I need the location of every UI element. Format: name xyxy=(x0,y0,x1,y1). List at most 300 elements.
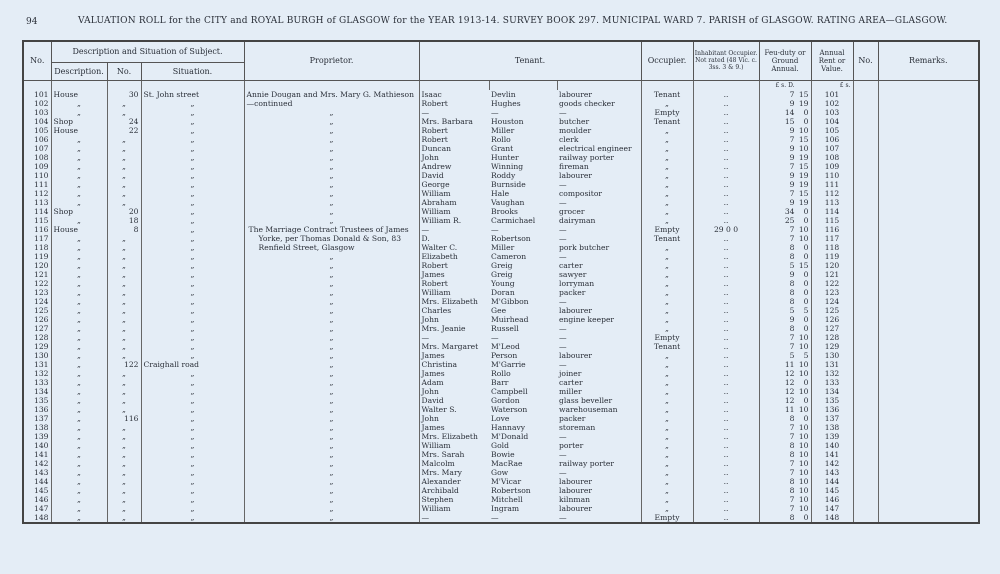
situation: „ xyxy=(141,171,244,180)
rent-shillings: 10 xyxy=(798,233,809,243)
row-number-right: 147 xyxy=(811,504,853,513)
annual-rent xyxy=(759,351,811,360)
tenant-first-name: Christina xyxy=(419,360,489,369)
tenant-first-name: David xyxy=(419,396,489,405)
tenant-surname: — xyxy=(491,332,499,342)
tenant-surname: Miller xyxy=(491,125,515,135)
situation: „ xyxy=(141,369,244,378)
occupier: „ xyxy=(641,324,693,333)
row-number-right: 106 xyxy=(811,135,853,144)
rent-pounds: 15 xyxy=(784,116,795,126)
situation: „ xyxy=(141,342,244,351)
table-row xyxy=(23,270,979,279)
remarks xyxy=(853,306,878,315)
row-number: 140 xyxy=(23,441,51,450)
remarks xyxy=(853,117,878,126)
annual-rent xyxy=(759,477,811,486)
rent-shillings: 15 xyxy=(798,188,809,198)
tenant-first-name: William xyxy=(419,288,489,297)
description: „ xyxy=(51,153,107,162)
annual-rent xyxy=(759,360,811,369)
annual-rent xyxy=(759,513,811,523)
row-number: 116 xyxy=(23,225,51,234)
table-row xyxy=(23,207,979,216)
description: „ xyxy=(51,495,107,504)
feu-duty: .. xyxy=(693,423,759,432)
description: „ xyxy=(51,396,107,405)
proprietor: „ xyxy=(244,486,419,495)
rent-pounds: 8 xyxy=(789,440,795,450)
remarks xyxy=(853,234,878,243)
row-number-right: 119 xyxy=(811,252,853,261)
row-number: 132 xyxy=(23,369,51,378)
description: „ xyxy=(51,513,107,523)
table-row xyxy=(23,225,979,234)
situation: „ xyxy=(141,459,244,468)
description: House xyxy=(51,126,107,135)
row-number: 125 xyxy=(23,306,51,315)
rent-shillings: 10 xyxy=(798,494,809,504)
street-number: „ xyxy=(107,171,141,180)
annual-rent xyxy=(759,414,811,423)
situation: „ xyxy=(141,351,244,360)
street-number: „ xyxy=(107,441,141,450)
rent-pounds: 9 xyxy=(789,269,795,279)
tenant-occupation: — xyxy=(557,180,641,189)
row-number: 118 xyxy=(23,243,51,252)
occupier: „ xyxy=(641,387,693,396)
annual-rent xyxy=(759,297,811,306)
rent-pounds: 9 xyxy=(789,152,795,162)
rent-pounds: 7 xyxy=(789,134,795,144)
situation: „ xyxy=(141,432,244,441)
tenant-occupation: clerk xyxy=(557,135,641,144)
tenant-surname: Grant xyxy=(491,143,514,153)
table-row xyxy=(23,243,979,252)
table-row xyxy=(23,423,979,432)
feu-duty: .. xyxy=(693,261,759,270)
rent-shillings: 10 xyxy=(798,125,809,135)
street-number: 22 xyxy=(107,126,141,135)
feu-duty: .. xyxy=(693,369,759,378)
rent-pounds: 11 xyxy=(784,404,795,414)
row-number-right: 108 xyxy=(811,153,853,162)
row-number-right: 128 xyxy=(811,333,853,342)
feu-duty: .. xyxy=(693,117,759,126)
proprietor: Renfield Street, Glasgow xyxy=(244,243,419,252)
row-number: 124 xyxy=(23,297,51,306)
row-number: 120 xyxy=(23,261,51,270)
street-number: 24 xyxy=(107,117,141,126)
street-number: „ xyxy=(107,351,141,360)
occupier: „ xyxy=(641,450,693,459)
description: „ xyxy=(51,459,107,468)
rent-pounds: 12 xyxy=(784,386,795,396)
row-number-right: 133 xyxy=(811,378,853,387)
description: „ xyxy=(51,378,107,387)
rent-shillings: 19 xyxy=(798,197,809,207)
tenant-first-name: Isaac xyxy=(419,90,489,99)
situation: „ xyxy=(141,198,244,207)
rent-shillings: 0 xyxy=(803,296,809,306)
rent-pounds: 5 xyxy=(789,350,795,360)
remarks xyxy=(853,315,878,324)
rent-shillings: 10 xyxy=(798,485,809,495)
annual-rent xyxy=(759,225,811,234)
feu-duty: .. xyxy=(693,144,759,153)
tenant-occupation: — xyxy=(557,513,641,523)
rent-pounds: 9 xyxy=(789,197,795,207)
rent-shillings: 0 xyxy=(803,215,809,225)
table-row xyxy=(23,351,979,360)
occupier: „ xyxy=(641,198,693,207)
remarks xyxy=(853,468,878,477)
tenant-first-name: — xyxy=(419,108,489,117)
rent-shillings: 10 xyxy=(798,404,809,414)
row-number-right: 142 xyxy=(811,459,853,468)
proprietor: „ xyxy=(244,396,419,405)
situation: „ xyxy=(141,225,244,234)
tenant-first-name: Mrs. Margaret xyxy=(419,342,489,351)
annual-rent xyxy=(759,342,811,351)
table-row xyxy=(23,387,979,396)
tenant-surname: Hunter xyxy=(491,152,519,162)
table-row xyxy=(23,441,979,450)
feu-duty: .. xyxy=(693,387,759,396)
remarks xyxy=(853,405,878,414)
tenant-occupation: labourer xyxy=(557,477,641,486)
street-number: „ xyxy=(107,477,141,486)
rent-pounds: 12 xyxy=(784,377,795,387)
situation: „ xyxy=(141,135,244,144)
tenant-first-name: Mrs. Sarah xyxy=(419,450,489,459)
situation: „ xyxy=(141,468,244,477)
street-number: „ xyxy=(107,270,141,279)
street-number: „ xyxy=(107,279,141,288)
rent-shillings: 0 xyxy=(803,242,809,252)
rent-pounds: 7 xyxy=(789,89,795,99)
page-number: 94 xyxy=(26,17,38,27)
row-number-right: 148 xyxy=(811,513,853,523)
tenant-first-name: D. xyxy=(419,234,489,243)
table-row xyxy=(23,468,979,477)
row-number-right: 146 xyxy=(811,495,853,504)
tenant-first-name: William xyxy=(419,504,489,513)
feu-duty: .. xyxy=(693,126,759,135)
rent-shillings: 15 xyxy=(798,89,809,99)
street-number: „ xyxy=(107,198,141,207)
proprietor: „ xyxy=(244,279,419,288)
tenant-first-name: Adam xyxy=(419,378,489,387)
rent-shillings: 19 xyxy=(798,179,809,189)
situation: „ xyxy=(141,99,244,108)
description: „ xyxy=(51,108,107,117)
proprietor: „ xyxy=(244,171,419,180)
proprietor: „ xyxy=(244,198,419,207)
feu-duty: .. xyxy=(693,297,759,306)
occupier: „ xyxy=(641,99,693,108)
situation: „ xyxy=(141,324,244,333)
rent-shillings: 0 xyxy=(803,287,809,297)
row-number: 104 xyxy=(23,117,51,126)
tenant-first-name: John xyxy=(419,153,489,162)
proprietor: „ xyxy=(244,270,419,279)
rent-pounds: 8 xyxy=(789,296,795,306)
remarks xyxy=(853,324,878,333)
rent-pounds: 7 xyxy=(789,188,795,198)
header-annual-rent: Annual Rent or Value. xyxy=(811,41,853,80)
table-row xyxy=(23,333,979,342)
occupier: „ xyxy=(641,495,693,504)
row-number: 113 xyxy=(23,198,51,207)
rent-shillings: 15 xyxy=(798,161,809,171)
feu-duty: .. xyxy=(693,270,759,279)
row-number: 109 xyxy=(23,162,51,171)
description: „ xyxy=(51,279,107,288)
situation: „ xyxy=(141,423,244,432)
feu-duty: .. xyxy=(693,468,759,477)
row-number-right: 116 xyxy=(811,225,853,234)
rent-units: £ s. xyxy=(811,80,853,90)
description: „ xyxy=(51,486,107,495)
rent-shillings: 15 xyxy=(798,260,809,270)
annual-rent xyxy=(759,315,811,324)
tenant-surname: Hughes xyxy=(491,98,521,108)
tenant-occupation: storeman xyxy=(557,423,641,432)
tenant-occupation: compositor xyxy=(557,189,641,198)
proprietor: „ xyxy=(244,423,419,432)
annual-rent xyxy=(759,234,811,243)
remarks xyxy=(853,378,878,387)
tenant-occupation: railway porter xyxy=(557,459,641,468)
annual-rent xyxy=(759,270,811,279)
row-number-right: 141 xyxy=(811,450,853,459)
remarks xyxy=(853,414,878,423)
remarks xyxy=(853,459,878,468)
tenant-surname: Rollo xyxy=(491,134,511,144)
rent-pounds: 9 xyxy=(789,170,795,180)
tenant-first-name: Walter C. xyxy=(419,243,489,252)
situation: „ xyxy=(141,126,244,135)
description: „ xyxy=(51,342,107,351)
row-number: 114 xyxy=(23,207,51,216)
situation: „ xyxy=(141,252,244,261)
feu-duty: .. xyxy=(693,153,759,162)
occupier: Tenant xyxy=(641,117,693,126)
rent-pounds: 5 xyxy=(789,305,795,315)
occupier: „ xyxy=(641,432,693,441)
row-number: 131 xyxy=(23,360,51,369)
annual-rent xyxy=(759,153,811,162)
rent-pounds: 8 xyxy=(789,251,795,261)
remarks xyxy=(853,180,878,189)
proprietor: Yorke, per Thomas Donald & Son, 83 xyxy=(244,234,419,243)
situation: „ xyxy=(141,117,244,126)
tenant-first-name: — xyxy=(419,225,489,234)
tenant-first-name: John xyxy=(419,387,489,396)
remarks xyxy=(853,333,878,342)
table-row xyxy=(23,369,979,378)
row-number-right: 101 xyxy=(811,90,853,99)
header-description-group: Description and Situation of Subject. xyxy=(51,41,244,62)
tenant-surname: Gordon xyxy=(491,395,520,405)
feu-duty: .. xyxy=(693,324,759,333)
annual-rent xyxy=(759,387,811,396)
tenant-first-name: William xyxy=(419,441,489,450)
table-row xyxy=(23,126,979,135)
description: „ xyxy=(51,243,107,252)
row-number: 138 xyxy=(23,423,51,432)
street-number: „ xyxy=(107,135,141,144)
situation: „ xyxy=(141,333,244,342)
proprietor: „ xyxy=(244,351,419,360)
tenant-surname: Doran xyxy=(491,287,515,297)
occupier: „ xyxy=(641,414,693,423)
rent-pounds: 7 xyxy=(789,503,795,513)
rent-pounds: 14 xyxy=(784,107,795,117)
rent-shillings: 10 xyxy=(798,143,809,153)
annual-rent xyxy=(759,504,811,513)
row-number-right: 118 xyxy=(811,243,853,252)
annual-rent xyxy=(759,117,811,126)
tenant-occupation: goods checker xyxy=(557,99,641,108)
occupier: „ xyxy=(641,252,693,261)
tenant-surname: Burnside xyxy=(491,179,526,189)
tenant-first-name: Mrs. Barbara xyxy=(419,117,489,126)
tenant-occupation: — xyxy=(557,450,641,459)
street-number: „ xyxy=(107,450,141,459)
occupier: Tenant xyxy=(641,90,693,99)
row-number-right: 117 xyxy=(811,234,853,243)
annual-rent xyxy=(759,423,811,432)
row-number-right: 129 xyxy=(811,342,853,351)
tenant-surname: Robertson xyxy=(491,233,531,243)
rent-shillings: 0 xyxy=(803,206,809,216)
tenant-surname: — xyxy=(489,513,557,523)
row-number-right: 105 xyxy=(811,126,853,135)
tenant-surname: — xyxy=(491,107,499,117)
tenant-surname: Greig xyxy=(491,260,513,270)
row-number: 130 xyxy=(23,351,51,360)
row-number-right: 113 xyxy=(811,198,853,207)
remarks xyxy=(853,387,878,396)
occupier: „ xyxy=(641,423,693,432)
proprietor: „ xyxy=(244,216,419,225)
rent-shillings: 19 xyxy=(798,152,809,162)
tenant-surname: Bowie xyxy=(491,449,515,459)
tenant-occupation: — xyxy=(557,468,641,477)
occupier: „ xyxy=(641,270,693,279)
row-number-right: 139 xyxy=(811,432,853,441)
description: House xyxy=(51,225,107,234)
header-tenant: Tenant. xyxy=(419,41,641,80)
feu-duty: .. xyxy=(693,279,759,288)
annual-rent xyxy=(759,198,811,207)
feu-duty: .. xyxy=(693,495,759,504)
valuation-table xyxy=(22,40,980,524)
rent-pounds: 9 xyxy=(789,179,795,189)
tenant-occupation: joiner xyxy=(557,369,641,378)
annual-rent xyxy=(759,144,811,153)
rent-pounds: 34 xyxy=(784,206,795,216)
feu-duty: .. xyxy=(693,90,759,99)
table-row xyxy=(23,216,979,225)
situation: „ xyxy=(141,216,244,225)
proprietor: „ xyxy=(244,387,419,396)
rent-shillings: 0 xyxy=(803,278,809,288)
proprietor: „ xyxy=(244,261,419,270)
tenant-occupation: — xyxy=(557,333,641,342)
remarks xyxy=(853,450,878,459)
rent-pounds: 8 xyxy=(789,413,795,423)
annual-rent xyxy=(759,99,811,108)
tenant-occupation: — xyxy=(557,432,641,441)
table-row xyxy=(23,324,979,333)
feu-duty: .. xyxy=(693,396,759,405)
description: „ xyxy=(51,360,107,369)
tenant-first-name: Alexander xyxy=(419,477,489,486)
description: „ xyxy=(51,369,107,378)
feu-units: £ s. D. xyxy=(759,80,811,90)
proprietor: „ xyxy=(244,306,419,315)
rent-shillings: 5 xyxy=(803,305,809,315)
remarks xyxy=(853,504,878,513)
table-row xyxy=(23,117,979,126)
situation: „ xyxy=(141,441,244,450)
tenant-occupation: carter xyxy=(557,261,641,270)
remarks xyxy=(853,135,878,144)
occupier: „ xyxy=(641,405,693,414)
occupier: „ xyxy=(641,279,693,288)
tenant-first-name: Andrew xyxy=(419,162,489,171)
remarks xyxy=(853,279,878,288)
street-number: „ xyxy=(107,486,141,495)
remarks xyxy=(853,243,878,252)
street-number: „ xyxy=(107,432,141,441)
rent-pounds: 9 xyxy=(789,143,795,153)
proprietor: „ xyxy=(244,135,419,144)
description: „ xyxy=(51,261,107,270)
row-number: 139 xyxy=(23,432,51,441)
table-row xyxy=(23,279,979,288)
rent-shillings: 0 xyxy=(803,107,809,117)
street-number: „ xyxy=(107,180,141,189)
street-number: „ xyxy=(107,297,141,306)
situation: „ xyxy=(141,207,244,216)
tenant-occupation: kilnman xyxy=(557,495,641,504)
row-number: 126 xyxy=(23,315,51,324)
tenant-occupation: pork butcher xyxy=(557,243,641,252)
remarks xyxy=(853,360,878,369)
situation: „ xyxy=(141,414,244,423)
situation: „ xyxy=(141,405,244,414)
tenant-surname: Greig xyxy=(491,269,513,279)
remarks xyxy=(853,342,878,351)
rent-pounds: 11 xyxy=(784,359,795,369)
annual-rent xyxy=(759,162,811,171)
description: „ xyxy=(51,180,107,189)
situation: „ xyxy=(141,162,244,171)
tenant-occupation: — xyxy=(557,198,641,207)
situation: „ xyxy=(141,306,244,315)
table-row xyxy=(23,198,979,207)
row-number: 146 xyxy=(23,495,51,504)
description: „ xyxy=(51,351,107,360)
street-number: „ xyxy=(107,234,141,243)
rent-shillings: 0 xyxy=(803,413,809,423)
tenant-surname: Robertson xyxy=(491,485,531,495)
proprietor: „ xyxy=(244,126,419,135)
